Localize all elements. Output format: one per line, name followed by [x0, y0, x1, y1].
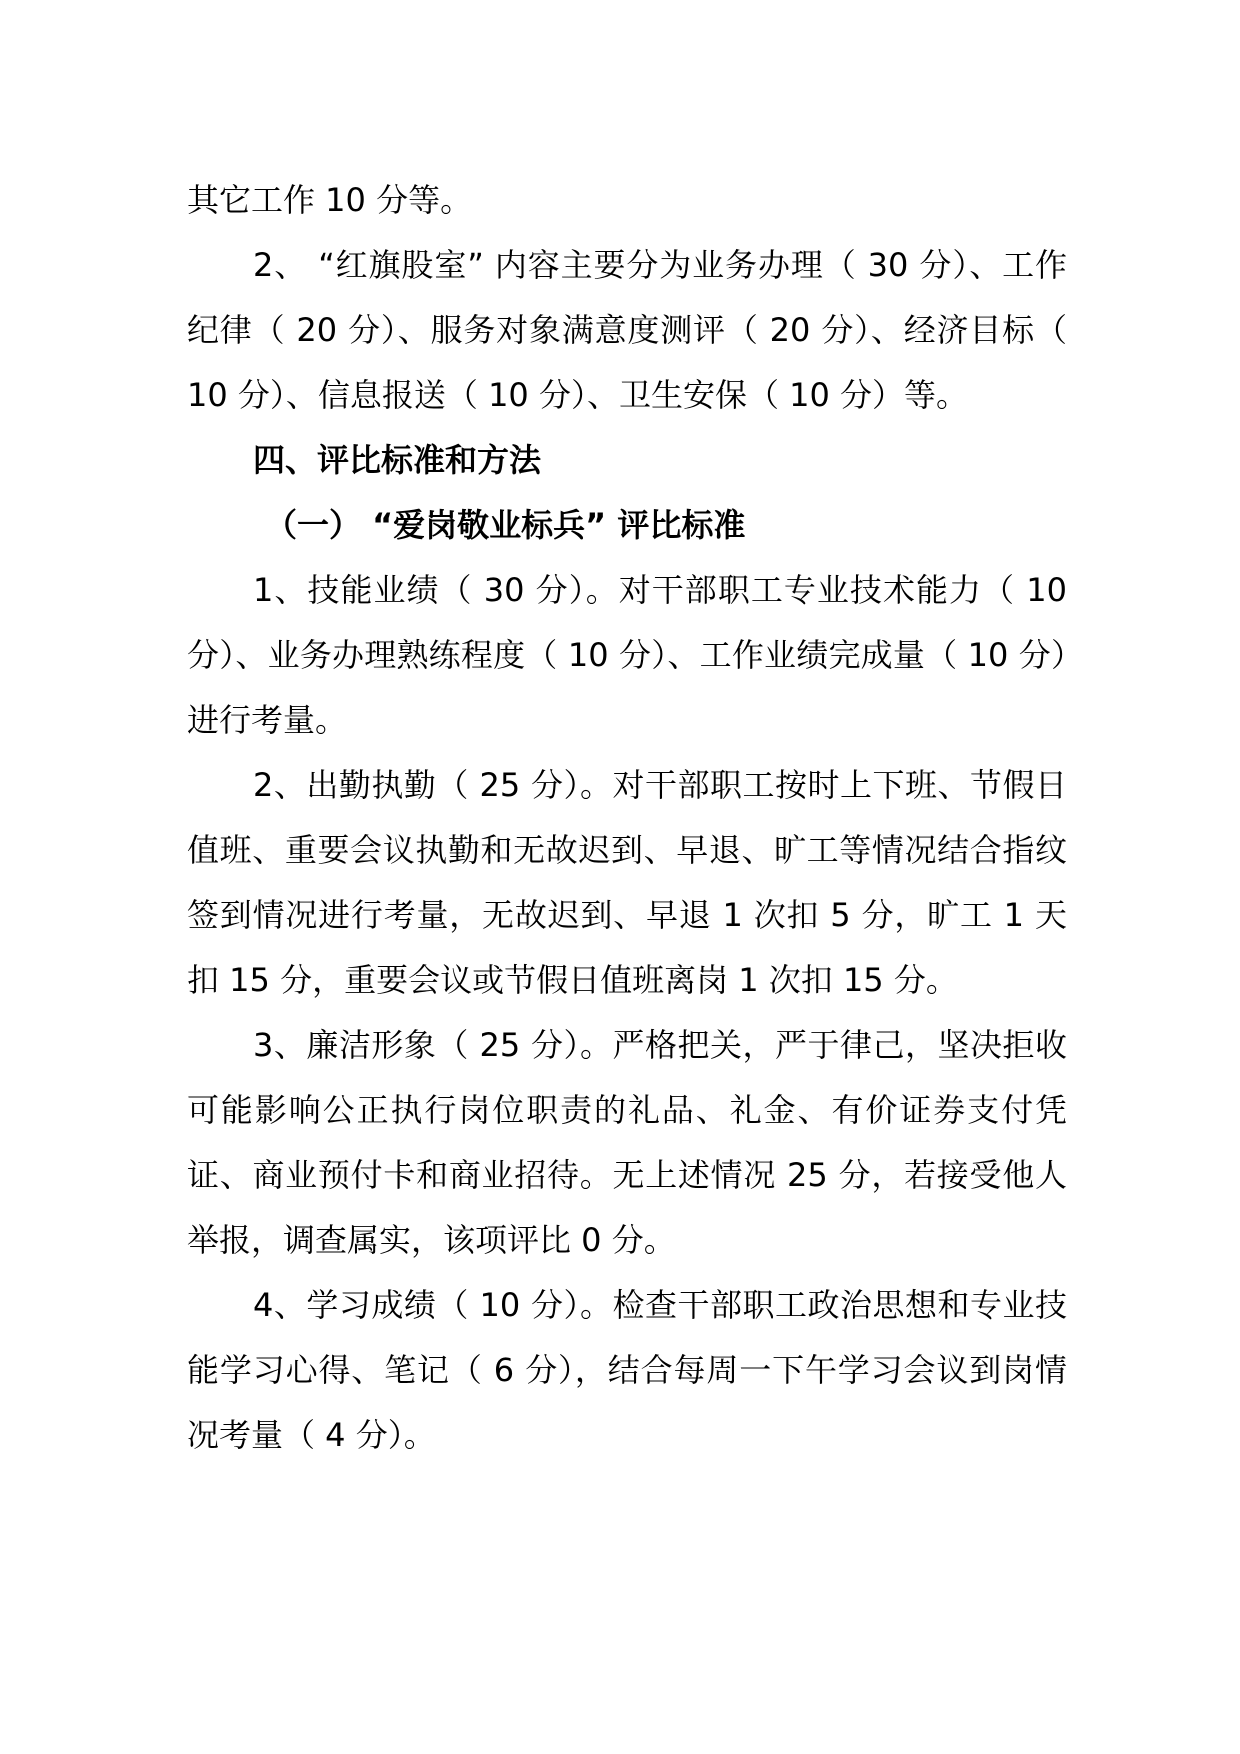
subsection-heading-model-worker: （一） “爱岗敬业标兵” 评比标准 — [265, 506, 746, 544]
paragraph-study-results: 4、学习成绩（ 10 分）。检查干部职工政治思想和专业技能学习心得、笔记（ 6 分），结合每周一下午学习会议到岗情况考量（ 4 分）。 — [187, 1286, 1067, 1454]
document-body — [187, 168, 1067, 1468]
paragraph-attendance: 2、出勤执勤（ 25 分）。对干部职工按时上下班、节假日值班、重要会议执勤和无故迟到、早退、旷工等情况结合指纹签到情况进行考量，无故迟到、早退 1 次扣 5 分，旷工 1 天扣 15 分，重要会议或节假日值班离岗 1 次扣 15 分。 — [187, 766, 1067, 999]
paragraph-red-flag-section: 2、 “红旗股室” 内容主要分为业务办理（ 30 分）、工作纪律（ 20 分）、服务对象满意度测评（ 20 分）、经济目标（ 10 分）、信息报送（ 10 分）、卫生安保（ 10 分）等。 — [187, 246, 1067, 414]
section-heading-evaluation-standards: 四、评比标准和方法 — [253, 441, 542, 479]
paragraph-skills-performance: 1、技能业绩（ 30 分）。对干部职工专业技术能力（ 10 分）、业务办理熟练程度（ 10 分）、工作业绩完成量（ 10 分）进行考量。 — [187, 571, 1067, 739]
paragraph-integrity: 3、廉洁形象（ 25 分）。严格把关，严于律己，坚决拒收可能影响公正执行岗位职责的礼品、礼金、有价证券支付凭证、商业预付卡和商业招待。无上述情况 25 分，若接受他人举报，调查属实，该项评比 0 分。 — [187, 1026, 1067, 1259]
paragraph-other-work: 其它工作 10 分等。 — [187, 181, 473, 219]
